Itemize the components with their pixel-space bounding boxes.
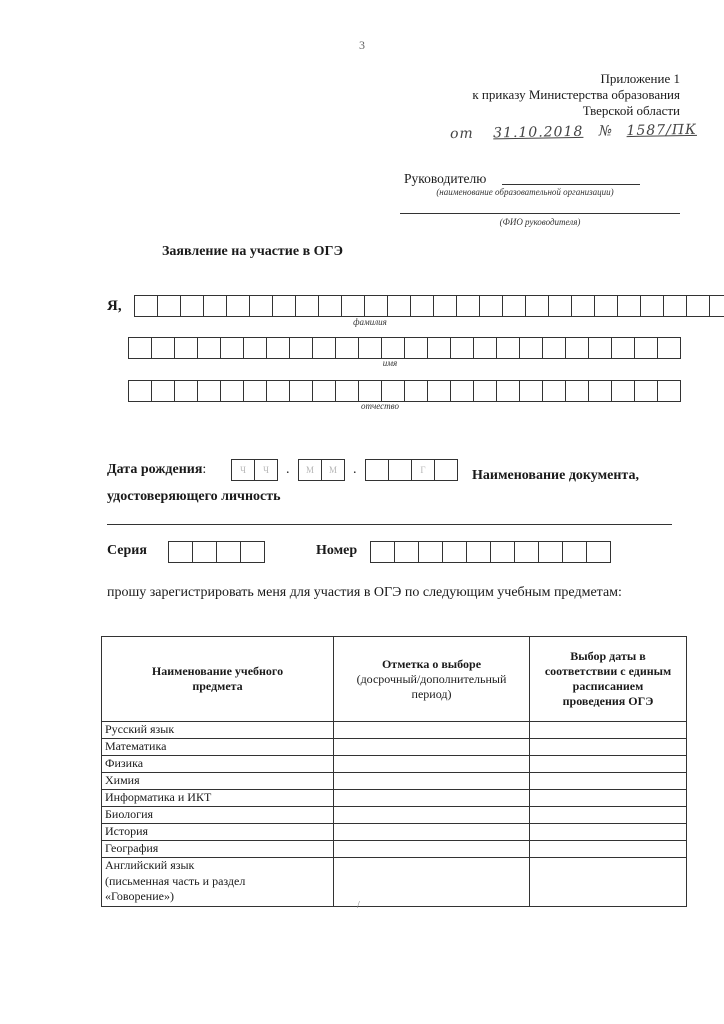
firstname-cell[interactable] (634, 337, 658, 359)
doc-label-2: удостоверяющего личность (107, 489, 281, 504)
subject-name: Физика (102, 756, 334, 773)
number-cell[interactable] (538, 541, 563, 563)
patronymic-cell[interactable] (358, 380, 382, 402)
firstname-cell[interactable] (519, 337, 543, 359)
series-cell[interactable] (168, 541, 193, 563)
surname-cells[interactable] (134, 295, 724, 317)
col-date-header: Выбор даты в соответствии с единым расписанием проведения ОГЭ (530, 637, 687, 722)
patronymic-cell[interactable] (404, 380, 428, 402)
choice-cell[interactable] (334, 841, 530, 858)
handwritten-num-sign: № (598, 123, 614, 140)
surname-cell[interactable] (548, 295, 572, 317)
choice-cell[interactable] (334, 824, 530, 841)
appendix-line-1: Приложение 1 (600, 71, 680, 86)
firstname-cell[interactable] (151, 337, 175, 359)
series-label: Серия (107, 543, 147, 558)
year-cell[interactable] (365, 459, 389, 481)
org-caption: (наименование образовательной организации) (436, 187, 614, 197)
surname-cell[interactable] (525, 295, 549, 317)
patronymic-cell[interactable] (243, 380, 267, 402)
patronymic-cell[interactable] (220, 380, 244, 402)
date-cell[interactable] (530, 739, 687, 756)
year-cell[interactable] (388, 459, 412, 481)
firstname-cell[interactable] (473, 337, 497, 359)
date-cell[interactable] (530, 756, 687, 773)
surname-cell[interactable] (410, 295, 434, 317)
table-row (102, 790, 687, 807)
col-choice-header (334, 637, 530, 722)
col-subject-header: Наименование учебного предмета (102, 637, 334, 722)
document-name-line[interactable] (107, 524, 672, 525)
table-row (102, 756, 687, 773)
number-cell[interactable] (562, 541, 587, 563)
patronymic-cell[interactable] (519, 380, 543, 402)
doc-label-1: Наименование документа, (472, 468, 639, 483)
surname-cell[interactable] (295, 295, 319, 317)
surname-cell[interactable] (203, 295, 227, 317)
series-cell[interactable] (216, 541, 241, 563)
page-number: 3 (359, 38, 365, 52)
number-cell[interactable] (442, 541, 467, 563)
firstname-cell[interactable] (243, 337, 267, 359)
surname-cell[interactable] (157, 295, 181, 317)
patronymic-cell[interactable] (588, 380, 612, 402)
handwritten-order-ref (450, 122, 697, 142)
col-choice-sub: (досрочный/дополнительный период) (356, 671, 507, 701)
surname-cell[interactable] (180, 295, 204, 317)
surname-cell[interactable] (387, 295, 411, 317)
subject-name: Биология (102, 807, 334, 824)
surname-cell[interactable] (709, 295, 724, 317)
firstname-cell[interactable] (450, 337, 474, 359)
surname-cell[interactable] (502, 295, 526, 317)
number-cell[interactable] (466, 541, 491, 563)
birth-day-cells[interactable] (231, 459, 277, 481)
number-cell[interactable] (586, 541, 611, 563)
birth-month-cells[interactable] (298, 459, 344, 481)
date-dot-2: . (353, 462, 357, 477)
firstname-cell[interactable] (312, 337, 336, 359)
ya-label: Я, (107, 298, 122, 314)
choice-cell[interactable] (334, 722, 530, 739)
patronymic-cells[interactable] (128, 380, 680, 402)
surname-cell[interactable] (318, 295, 342, 317)
subject-name: Химия (102, 773, 334, 790)
firstname-cell[interactable] (266, 337, 290, 359)
date-cell[interactable] (530, 858, 687, 907)
surname-caption: фамилия (353, 317, 387, 327)
subject-name: География (102, 841, 334, 858)
tick-mark: / (357, 900, 360, 911)
firstname-cell[interactable] (220, 337, 244, 359)
firstname-cell[interactable] (335, 337, 359, 359)
series-cell[interactable] (240, 541, 265, 563)
subject-name: История (102, 824, 334, 841)
birth-year-cells[interactable] (365, 459, 457, 481)
firstname-cell[interactable] (588, 337, 612, 359)
subject-name: Математика (102, 739, 334, 756)
table-row (102, 841, 687, 858)
surname-cell[interactable] (341, 295, 365, 317)
series-cell[interactable] (192, 541, 217, 563)
surname-cell[interactable] (617, 295, 641, 317)
page-title: Заявление на участие в ОГЭ (162, 244, 343, 259)
subject-name: Русский язык (102, 722, 334, 739)
year-cell[interactable]: Г (411, 459, 435, 481)
day-cell[interactable]: Ч (231, 459, 255, 481)
surname-cell[interactable] (226, 295, 250, 317)
english-line-2: (письменная часть и раздел (105, 873, 246, 888)
table-row (102, 858, 687, 907)
date-cell[interactable] (530, 824, 687, 841)
appendix-line-2: к приказу Министерства образования (472, 87, 680, 102)
patronymic-cell[interactable] (174, 380, 198, 402)
surname-cell[interactable] (364, 295, 388, 317)
table-row (102, 824, 687, 841)
surname-cell[interactable] (456, 295, 480, 317)
firstname-cell[interactable] (427, 337, 451, 359)
date-cell[interactable] (530, 790, 687, 807)
subject-english (102, 858, 334, 907)
firstname-cell[interactable] (174, 337, 198, 359)
fio-caption: (ФИО руководителя) (499, 217, 581, 227)
director-fio-line[interactable] (400, 213, 680, 214)
firstname-cell[interactable] (381, 337, 405, 359)
surname-cell[interactable] (433, 295, 457, 317)
surname-cell[interactable] (272, 295, 296, 317)
patronymic-cell[interactable] (266, 380, 290, 402)
birth-date-label: Дата рождения: (107, 462, 207, 477)
choice-cell[interactable] (334, 858, 530, 907)
patronymic-cell[interactable] (450, 380, 474, 402)
surname-cell[interactable] (134, 295, 158, 317)
patronymic-cell[interactable] (381, 380, 405, 402)
firstname-cell[interactable] (197, 337, 221, 359)
number-cell[interactable] (490, 541, 515, 563)
choice-cell[interactable] (334, 773, 530, 790)
patronymic-cell[interactable] (197, 380, 221, 402)
patronymic-cell[interactable] (312, 380, 336, 402)
number-cells[interactable] (370, 541, 610, 563)
firstname-cell[interactable] (565, 337, 589, 359)
patronymic-cell[interactable] (565, 380, 589, 402)
date-cell[interactable] (530, 841, 687, 858)
patronymic-cell[interactable] (289, 380, 313, 402)
number-cell[interactable] (514, 541, 539, 563)
handwritten-number: 1587/ПК (626, 121, 698, 140)
date-cell[interactable] (530, 773, 687, 790)
firstname-cell[interactable] (657, 337, 681, 359)
choice-cell[interactable] (334, 756, 530, 773)
choice-cell[interactable] (334, 739, 530, 756)
table-row (102, 739, 687, 756)
date-cell[interactable] (530, 807, 687, 824)
month-cell[interactable]: М (321, 459, 345, 481)
date-dot-1: . (286, 462, 290, 477)
addressee-line[interactable] (502, 184, 640, 185)
subjects-table (101, 636, 687, 907)
day-cell[interactable]: Ч (254, 459, 278, 481)
subject-name: Информатика и ИКТ (102, 790, 334, 807)
surname-cell[interactable] (640, 295, 664, 317)
english-line-3: «Говорение») (105, 889, 174, 903)
firstname-cell[interactable] (289, 337, 313, 359)
number-cell[interactable] (394, 541, 419, 563)
firstname-cell[interactable] (404, 337, 428, 359)
handwritten-from: от (449, 125, 474, 143)
firstname-cell[interactable] (358, 337, 382, 359)
table-row (102, 722, 687, 739)
col-choice-title: Отметка о выборе (381, 656, 482, 671)
year-cell[interactable] (434, 459, 458, 481)
surname-cell[interactable] (249, 295, 273, 317)
patronymic-cell[interactable] (128, 380, 152, 402)
table-row (102, 773, 687, 790)
appendix-line-3: Тверской области (582, 103, 680, 118)
series-cells[interactable] (168, 541, 264, 563)
patronymic-cell[interactable] (151, 380, 175, 402)
patronymic-cell[interactable] (496, 380, 520, 402)
handwritten-date: 31.10.2018 (493, 123, 584, 142)
addressee-label: Руководителю (404, 171, 487, 186)
surname-cell[interactable] (663, 295, 687, 317)
firstname-cell[interactable] (611, 337, 635, 359)
firstname-cell[interactable] (542, 337, 566, 359)
number-cell[interactable] (418, 541, 443, 563)
english-line-1: Английский язык (105, 858, 195, 872)
patronymic-cell[interactable] (335, 380, 359, 402)
patronymic-cell[interactable] (611, 380, 635, 402)
name-cells[interactable] (128, 337, 680, 359)
patronymic-cell[interactable] (542, 380, 566, 402)
choice-cell[interactable] (334, 807, 530, 824)
number-label: Номер (316, 543, 358, 558)
firstname-cell[interactable] (128, 337, 152, 359)
patronymic-cell[interactable] (427, 380, 451, 402)
surname-cell[interactable] (479, 295, 503, 317)
table-row (102, 807, 687, 824)
patronymic-cell[interactable] (657, 380, 681, 402)
surname-cell[interactable] (594, 295, 618, 317)
surname-cell[interactable] (686, 295, 710, 317)
surname-cell[interactable] (571, 295, 595, 317)
firstname-cell[interactable] (496, 337, 520, 359)
choice-cell[interactable] (334, 790, 530, 807)
request-text: прошу зарегистрировать меня для участия в ОГЭ по следующим учебным предметам: (107, 585, 622, 600)
patronymic-cell[interactable] (473, 380, 497, 402)
table-header-row (102, 637, 687, 722)
month-cell[interactable]: М (298, 459, 322, 481)
number-cell[interactable] (370, 541, 395, 563)
patronymic-caption: отчество (361, 401, 399, 411)
patronymic-cell[interactable] (634, 380, 658, 402)
date-cell[interactable] (530, 722, 687, 739)
name-caption: имя (382, 358, 398, 368)
